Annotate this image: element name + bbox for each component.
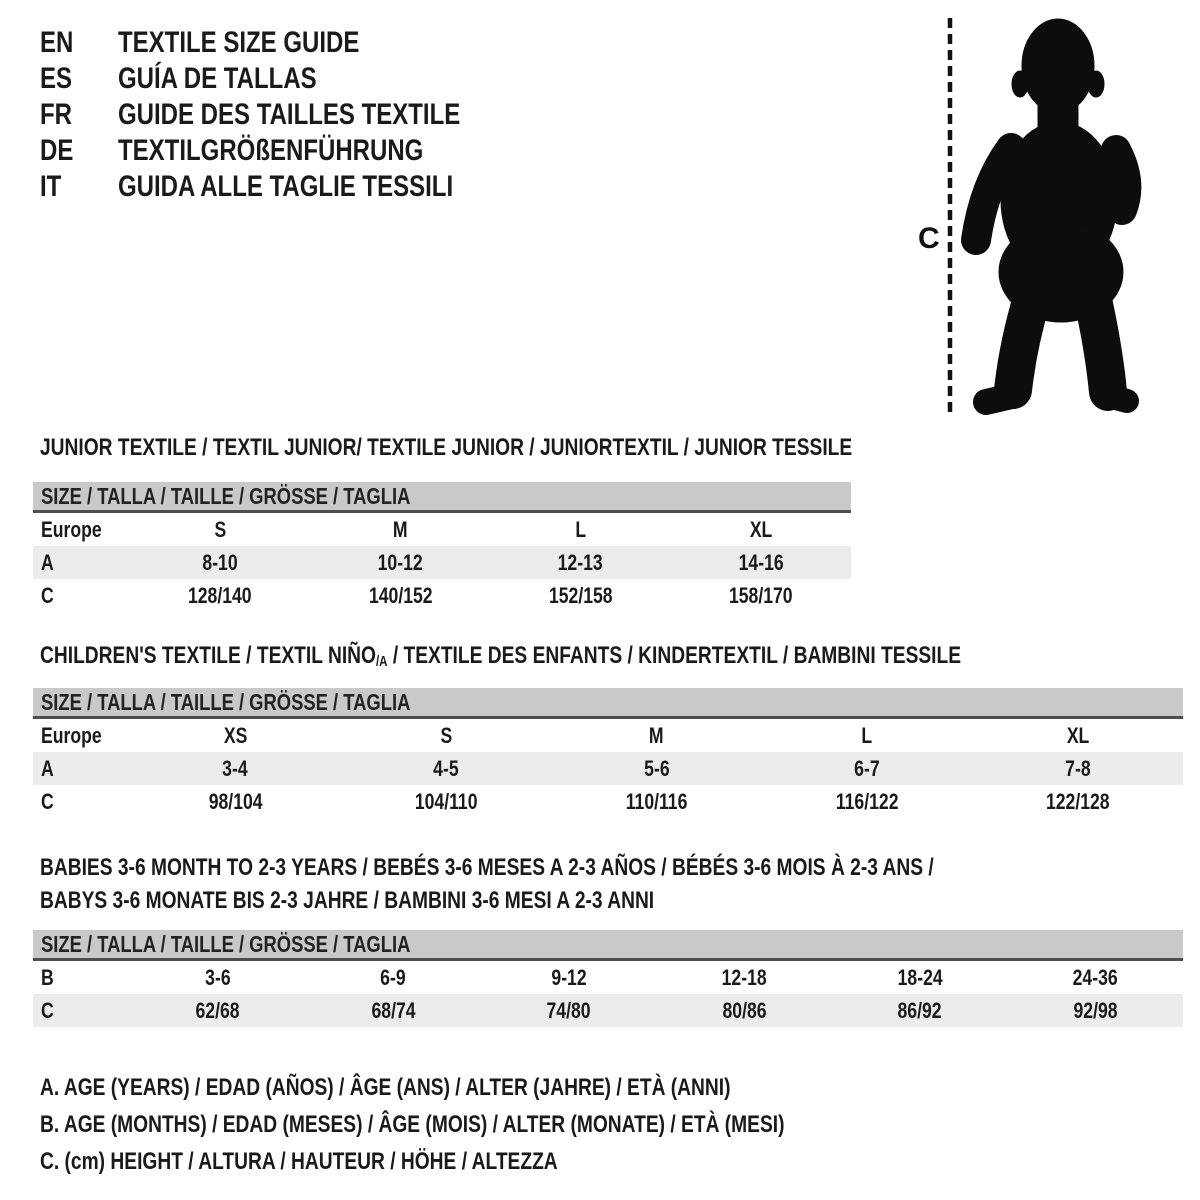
table-row-height <box>33 994 1183 1027</box>
size-cell: 8-10 <box>130 546 310 579</box>
table-row-height <box>33 579 851 612</box>
size-cell: 122/128 <box>1045 788 1110 814</box>
size-table-babies <box>33 930 1183 1027</box>
size-cell: XS <box>223 722 248 748</box>
size-cell: 104/110 <box>414 788 478 814</box>
lang-title: GUÍA DE TALLAS <box>118 62 317 95</box>
row-label: Europe <box>41 722 102 748</box>
legend-line-b: B. AGE (MONTHS) / EDAD (MESES) / ÂGE (MOIS) / ALTER (MONATE) / ETÀ (MESI) <box>40 1111 785 1138</box>
size-cell: 92/98 <box>1008 994 1184 1027</box>
size-cell: 6-9 <box>380 964 406 990</box>
size-cell: L <box>861 722 873 748</box>
size-cell: 14-16 <box>671 546 851 579</box>
section-title-children <box>40 642 1191 676</box>
size-cell: 74/80 <box>481 994 657 1027</box>
size-cell: 152/158 <box>548 582 613 608</box>
size-cell: 10-12 <box>310 546 490 579</box>
size-cell: 140/152 <box>368 582 433 608</box>
size-cell: 62/68 <box>130 994 306 1027</box>
size-cell: 98/104 <box>208 788 263 814</box>
size-cell: 24-36 <box>1072 964 1118 990</box>
lang-row-es <box>40 61 546 97</box>
legend-line-a: A. AGE (YEARS) / EDAD (AÑOS) / ÂGE (ANS) / ALTER (JAHRE) / ETÀ (ANNI) <box>40 1074 731 1101</box>
table-row-height <box>33 785 1183 818</box>
size-cell: XL <box>1066 722 1089 748</box>
size-cell: XL <box>749 516 773 542</box>
size-cell: 7-8 <box>972 752 1183 785</box>
size-header-band: SIZE / TALLA / TAILLE / GRÖSSE / TAGLIA <box>33 930 1183 961</box>
lang-title: GUIDA ALLE TAGLIE TESSILI <box>118 170 454 203</box>
lang-code: DE <box>40 134 74 167</box>
size-header-band: SIZE / TALLA / TAILLE / GRÖSSE / TAGLIA <box>33 688 1183 719</box>
size-table-children <box>33 688 1183 818</box>
row-label: B <box>41 964 54 990</box>
table-row-months <box>33 961 1183 994</box>
row-label: C <box>41 788 54 814</box>
row-label: C <box>41 582 54 608</box>
row-label: A <box>33 752 130 785</box>
size-cell: 3-4 <box>130 752 341 785</box>
size-cell: 158/170 <box>729 582 793 608</box>
legend-line-c: C. (cm) HEIGHT / ALTURA / HAUTEUR / HÖHE / ALTEZZA <box>40 1148 558 1175</box>
lang-code: EN <box>40 26 74 59</box>
babies-title-line1: BABIES 3-6 MONTH TO 2-3 YEARS / BEBÉS 3-6 MESES A 2-3 AÑOS / BÉBÉS 3-6 MOIS À 2-3 ANS / <box>40 854 934 881</box>
size-cell: 18-24 <box>897 964 943 990</box>
size-table-junior <box>33 482 851 612</box>
size-cell: 6-7 <box>762 752 973 785</box>
row-label: C <box>33 994 130 1027</box>
section-title-babies <box>40 851 1157 917</box>
table-row-europe <box>33 513 851 546</box>
children-title-main: CHILDREN'S TEXTILE / TEXTIL NIÑO <box>40 642 376 669</box>
size-cell: 5-6 <box>551 752 762 785</box>
size-cell: 3-6 <box>205 964 231 990</box>
babies-title-line2: BABYS 3-6 MONATE BIS 2-3 JAHRE / BAMBINI 3-6 MESI A 2-3 ANNI <box>40 887 655 914</box>
size-cell: S <box>214 516 226 542</box>
size-cell: M <box>649 722 664 748</box>
lang-title: TEXTILE SIZE GUIDE <box>118 26 360 59</box>
children-title-rest: / TEXTILE DES ENFANTS / KINDERTEXTIL / BAMBINI TESSILE <box>387 642 962 669</box>
size-cell: 128/140 <box>188 582 252 608</box>
table-row-age <box>33 752 1183 785</box>
size-cell: 12-13 <box>491 546 671 579</box>
table-row-age <box>33 546 851 579</box>
lang-code: IT <box>40 170 62 203</box>
height-label-c: C <box>918 222 940 255</box>
lang-title: GUIDE DES TAILLES TEXTILE <box>118 98 461 131</box>
size-cell: 12-18 <box>721 964 767 990</box>
size-cell: L <box>575 516 586 542</box>
lang-row-it <box>40 169 546 205</box>
size-cell: 110/116 <box>625 788 688 814</box>
size-cell: S <box>440 722 452 748</box>
size-cell: 116/122 <box>835 788 899 814</box>
size-cell: 86/92 <box>832 994 1008 1027</box>
size-cell: 80/86 <box>657 994 833 1027</box>
lang-row-en <box>40 25 546 61</box>
lang-code: FR <box>40 98 72 131</box>
size-cell: 68/74 <box>306 994 482 1027</box>
size-cell: 9-12 <box>551 964 587 990</box>
row-label: Europe <box>41 516 102 542</box>
language-title-list <box>40 25 546 205</box>
size-cell: 4-5 <box>341 752 552 785</box>
lang-row-de <box>40 133 546 169</box>
lang-code: ES <box>40 62 73 95</box>
section-title-junior: JUNIOR TEXTILE / TEXTIL JUNIOR/ TEXTILE JUNIOR / JUNIORTEXTIL / JUNIOR TESSILE <box>40 434 853 461</box>
baby-silhouette-figure <box>880 0 1200 430</box>
size-cell: M <box>393 516 408 542</box>
baby-silhouette-icon <box>976 19 1127 402</box>
lang-row-fr <box>40 97 546 133</box>
table-row-europe <box>33 719 1183 752</box>
row-label: A <box>33 546 130 579</box>
children-title-sub: /A <box>375 654 388 670</box>
lang-title: TEXTILGRÖßENFÜHRUNG <box>118 134 424 167</box>
size-header-band: SIZE / TALLA / TAILLE / GRÖSSE / TAGLIA <box>33 482 851 513</box>
